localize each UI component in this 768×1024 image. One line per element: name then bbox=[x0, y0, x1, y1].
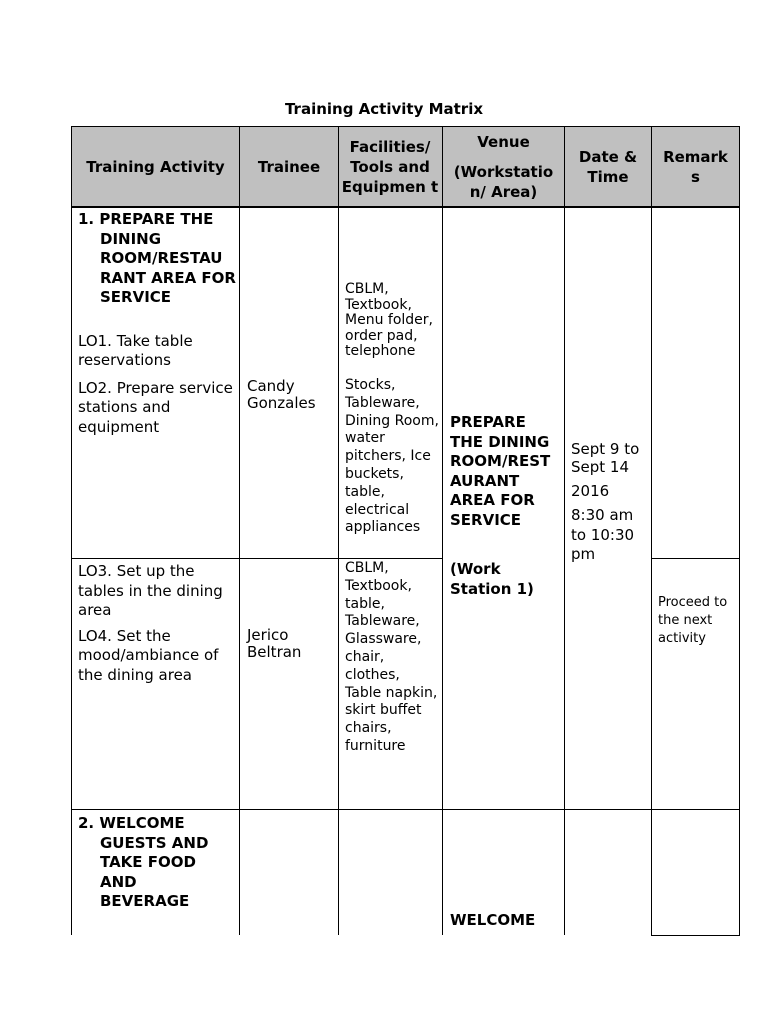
date-year: 2016 bbox=[571, 482, 610, 500]
remarks-text: Proceed to the next activity bbox=[658, 595, 728, 646]
row-divider-remarks bbox=[651, 558, 740, 559]
header-remarks: Remark s bbox=[663, 147, 728, 186]
facilities-list: CBLM, Textbook, Menu folder, order pad, telephone bbox=[345, 281, 433, 359]
column-divider bbox=[442, 126, 443, 935]
header-venue bbox=[443, 127, 564, 206]
learning-outcome: LO1. Take table reservations bbox=[78, 331, 193, 369]
learning-outcome: LO4. Set the mood/ambiance of the dining area bbox=[78, 626, 219, 684]
activity-heading: 2. WELCOME GUESTS AND TAKE FOOD AND BEVERAGE bbox=[78, 814, 209, 910]
column-divider bbox=[338, 126, 339, 935]
activity-heading: 1. PREPARE THE DINING ROOM/RESTAU RANT AREA FOR SERVICE bbox=[78, 210, 236, 306]
remarks-bottom-border bbox=[651, 935, 740, 936]
column-divider bbox=[564, 126, 565, 810]
learning-outcome: LO3. Set up the tables in the dining area bbox=[78, 562, 223, 619]
column-divider bbox=[564, 809, 565, 935]
table-right-border bbox=[739, 126, 740, 936]
facilities-list: Stocks, Tableware, Dining Room, water pitchers, Ice buckets, table, electrical appliances bbox=[345, 377, 439, 536]
header-training-activity: Training Activity bbox=[86, 157, 225, 176]
venue-station: (Work Station 1) bbox=[450, 560, 534, 598]
header-venue-detail: (Workstatio n/ Area) bbox=[453, 162, 554, 201]
document-title: Training Activity Matrix bbox=[284, 100, 484, 118]
trainee-name: Jerico Beltran bbox=[247, 626, 302, 661]
venue-heading: PREPARE THE DINING ROOM/REST AURANT AREA FOR SERVICE bbox=[450, 413, 551, 529]
table-left-border bbox=[71, 126, 72, 935]
trainee-name: Candy Gonzales bbox=[247, 377, 316, 412]
row-divider bbox=[71, 809, 740, 810]
row-divider bbox=[71, 558, 443, 559]
header-date-time: Date & Time bbox=[578, 147, 638, 186]
header-trainee: Trainee bbox=[257, 157, 321, 176]
column-divider bbox=[239, 126, 240, 935]
column-divider bbox=[651, 126, 652, 935]
activity-cell bbox=[78, 562, 236, 685]
venue-heading: WELCOME bbox=[450, 911, 536, 929]
header-venue-label: Venue bbox=[477, 132, 530, 151]
date-range: Sept 9 to Sept 14 bbox=[571, 440, 640, 476]
header-bottom-border bbox=[71, 206, 740, 208]
header-facilities: Facilities/ Tools and Equipmen t bbox=[341, 137, 439, 196]
activity-cell bbox=[78, 210, 236, 437]
time-range: 8:30 am to 10:30 pm bbox=[571, 506, 635, 563]
learning-outcome: LO2. Prepare service stations and equipment bbox=[78, 378, 233, 436]
facilities-list: CBLM, Textbook, table, Tableware, Glassware, chair, clothes, Table napkin, skirt buffet chairs, furniture bbox=[345, 560, 438, 754]
